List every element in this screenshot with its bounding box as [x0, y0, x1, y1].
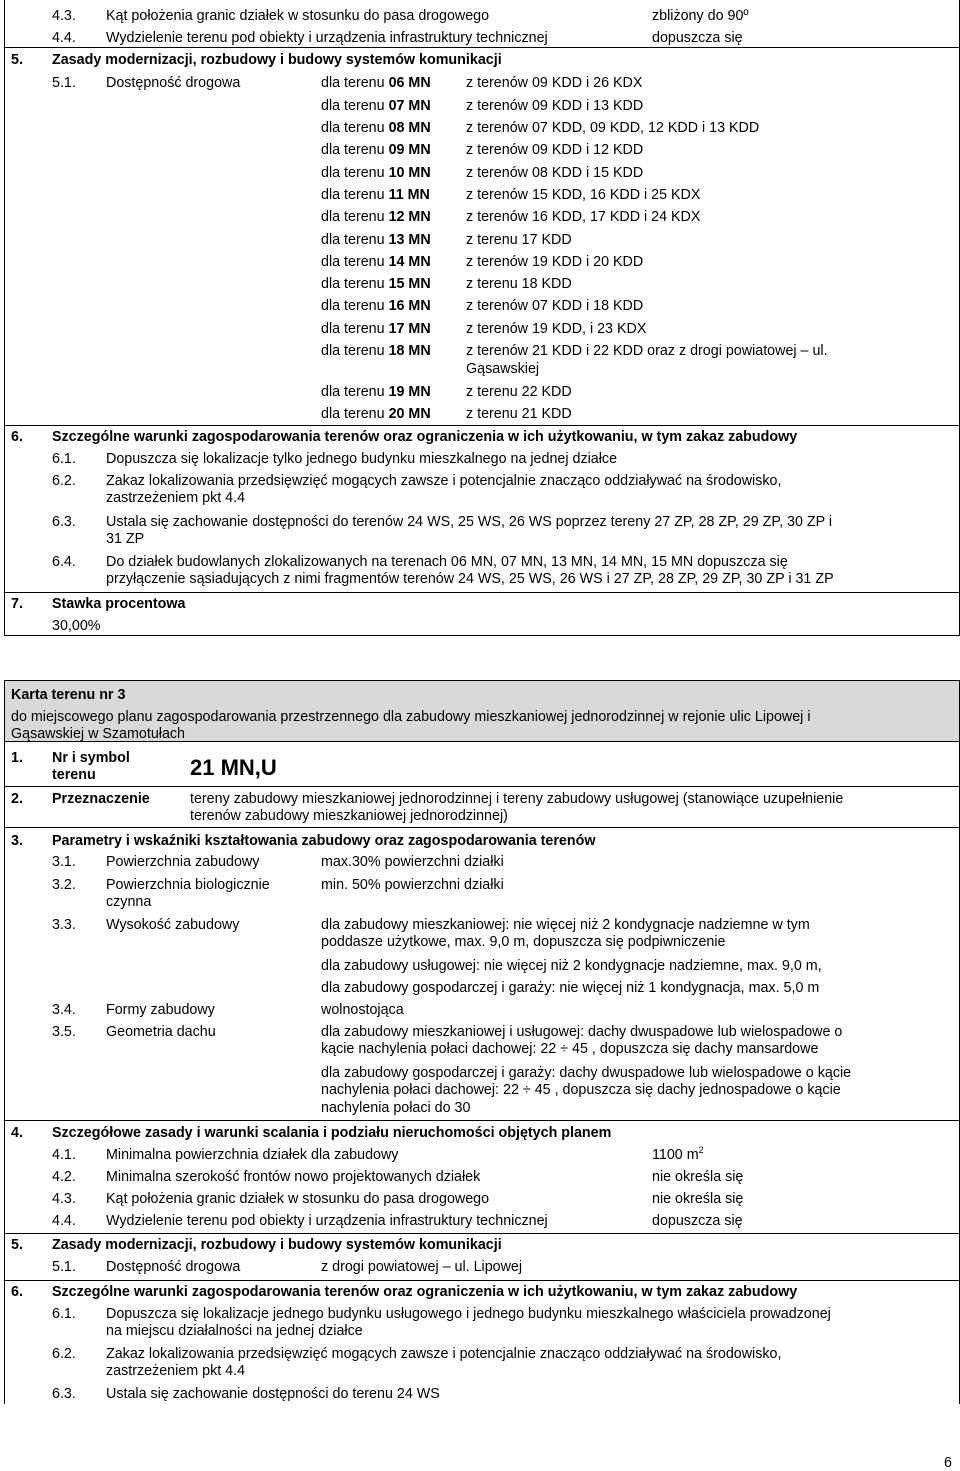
item-5-1-num: 5.1.	[52, 75, 76, 91]
card-r1-num: 1.	[11, 750, 23, 766]
item-4-3-label: Kąt położenia granic działek w stosunku do pasa drogowego	[106, 8, 490, 24]
card-r5-label: Zasady modernizacji, rozbudowy i budowy systemów komunikacji	[52, 1237, 502, 1253]
access-row-area	[321, 232, 431, 249]
divider	[4, 1120, 960, 1121]
card-r6-3-num: 6.3.	[52, 1386, 76, 1402]
card-r4-2-label: Minimalna szerokość frontów nowo projektowanych działek	[106, 1169, 481, 1185]
card-r6-2-num: 6.2.	[52, 1346, 76, 1362]
divider	[4, 1280, 960, 1281]
card-r4-1-value: 1100 $m^2$	[652, 1145, 704, 1163]
access-row-code: 12 MN	[388, 209, 431, 225]
access-row-area	[321, 165, 431, 182]
card-r2-value2: terenów zabudowy mieszkaniowej jednorodzinnej)	[190, 808, 508, 824]
divider	[4, 827, 960, 828]
access-row-code: 09 MN	[388, 142, 431, 158]
card-r3-5-v1: dla zabudowy mieszkaniowej i usługowej: dachy dwuspadowe lub wielospadowe o	[321, 1024, 843, 1040]
card-r6-num: 6.	[11, 1284, 23, 1300]
access-row-area	[321, 384, 431, 401]
card-r5-1-value: z drogi powiatowej – ul. Lipowej	[321, 1259, 523, 1275]
access-row-code: 10 MN	[388, 165, 431, 181]
item-4-4-label: Wydzielenie terenu pod obiekty i urządzenia infrastruktury technicznej	[106, 30, 548, 46]
item-6-1-text: Dopuszcza się lokalizacje tylko jednego budynku mieszkalnego na jednej działce	[106, 451, 618, 467]
access-row-code: 20 MN	[388, 406, 431, 422]
access-row-prefix: dla terenu	[321, 321, 389, 337]
access-row-prefix: dla terenu	[321, 187, 389, 203]
card-r3-1-value: max.30% powierzchni działki	[321, 854, 504, 870]
card-r5-num: 5.	[11, 1237, 23, 1253]
area-symbol: 21 MN,U	[190, 755, 277, 780]
item-4-4-value: dopuszcza się	[652, 30, 743, 46]
access-row-prefix: dla terenu	[321, 142, 389, 158]
card-r1-label: Nr i symbol	[52, 750, 130, 766]
card-r6-1-text2: na miejscu działalności na jednej działce	[106, 1323, 363, 1339]
access-row-area	[321, 75, 431, 92]
access-row-code: 18 MN	[388, 343, 431, 359]
access-row-source: z terenów 09 KDD i 26 KDX	[466, 75, 643, 91]
access-row-prefix: dla terenu	[321, 75, 389, 91]
divider	[4, 47, 960, 48]
access-row-source: z terenu 21 KDD	[466, 406, 572, 422]
access-row-prefix: dla terenu	[321, 209, 389, 225]
access-row-code: 07 MN	[388, 98, 431, 114]
access-row-area	[321, 209, 431, 226]
card-r6-3-text: Ustala się zachowanie dostępności do terenu 24 WS	[106, 1386, 440, 1402]
page-number: 6	[944, 1455, 952, 1471]
card-r4-1-label: Minimalna powierzchnia działek dla zabudowy	[106, 1147, 399, 1163]
card-r3-4-num: 3.4.	[52, 1002, 76, 1018]
access-row-source: z terenu 18 KDD	[466, 276, 572, 292]
card-r3-3-v2: poddasze użytkowe, max. 9,0 m, dopuszcza się podpiwniczenie	[321, 934, 726, 950]
divider	[4, 425, 960, 426]
item-4-3-value: zbliżony do 90º	[652, 8, 749, 24]
access-row-code: 06 MN	[388, 75, 431, 91]
access-row-prefix: dla terenu	[321, 298, 389, 314]
access-row-prefix: dla terenu	[321, 98, 389, 114]
card-r4-2-num: 4.2.	[52, 1169, 76, 1185]
continuation-box	[4, 0, 960, 636]
access-row-source: z terenów 07 KDD, 09 KDD, 12 KDD i 13 KDD	[466, 120, 760, 136]
access-row-area	[321, 343, 431, 360]
card-r2-num: 2.	[11, 791, 23, 807]
card-r3-5-v5: nachylenia połaci do 30	[321, 1100, 471, 1116]
card-r3-num: 3.	[11, 833, 23, 849]
card-r3-5-v4: nachylenia połaci dachowej: 22 ÷ 45 , dopuszcza się dachy jednospadowe o kącie	[321, 1082, 841, 1098]
item-6-4-num: 6.4.	[52, 554, 76, 570]
card-r3-3-v1: dla zabudowy mieszkaniowej: nie więcej niż 2 kondygnacje nadziemne w tym	[321, 917, 810, 933]
divider	[4, 786, 960, 787]
item-6-2-text: Zakaz lokalizowania przedsięwzięć mogących zawsze i potencjalnie znacząco oddziaływać na środowisko,	[106, 473, 782, 489]
access-row-prefix: dla terenu	[321, 165, 389, 181]
item-6-2-num: 6.2.	[52, 473, 76, 489]
access-row-code: 17 MN	[388, 321, 431, 337]
card-r4-2-value: nie określa się	[652, 1169, 744, 1185]
item-5-1-label: Dostępność drogowa	[106, 75, 241, 91]
superscript: 2	[698, 1145, 704, 1156]
access-row-area	[321, 276, 431, 293]
card-r3-5-v2: kącie nachylenia połaci dachowej: 22 ÷ 45 , dopuszcza się dachy mansardowe	[321, 1041, 819, 1057]
heading-5-num: 5.	[11, 52, 23, 68]
rate-value: 30,00%	[52, 618, 101, 634]
access-row-source: z terenów 07 KDD i 18 KDD	[466, 298, 644, 314]
card-r3-5-num: 3.5.	[52, 1024, 76, 1040]
heading-7: Stawka procentowa	[52, 596, 186, 612]
card-r6-1-text: Dopuszcza się lokalizacje jednego budynku usługowego i jednego budynku mieszkalnego właściciela prowadzonej	[106, 1306, 831, 1322]
access-row-code: 11 MN	[388, 187, 430, 203]
access-row-source: z terenu 22 KDD	[466, 384, 572, 400]
heading-7-num: 7.	[11, 596, 23, 612]
access-row-area	[321, 98, 431, 115]
card-r3-2-label2: czynna	[106, 894, 152, 910]
divider	[4, 592, 960, 593]
card-r3-4-value: wolnostojąca	[321, 1002, 404, 1018]
access-row-area	[321, 120, 431, 137]
card-r2-value: tereny zabudowy mieszkaniowej jednorodzinnej i tereny zabudowy usługowej (stanowiące uzupełnienie	[190, 791, 844, 807]
heading-5: Zasady modernizacji, rozbudowy i budowy systemów komunikacji	[52, 52, 502, 68]
access-row-prefix: dla terenu	[321, 343, 389, 359]
access-row-prefix: dla terenu	[321, 384, 389, 400]
card-r4-3-label: Kąt położenia granic działek w stosunku do pasa drogowego	[106, 1191, 490, 1207]
card-r3-label: Parametry i wskaźniki kształtowania zabudowy oraz zagospodarowania terenów	[52, 833, 596, 849]
card-r3-3-v3: dla zabudowy usługowej: nie więcej niż 2 kondygnacje nadziemne, max. 9,0 m,	[321, 958, 822, 974]
card-r6-label: Szczególne warunki zagospodarowania terenów oraz ograniczenia w ich użytkowaniu, w tym zakaz zabudowy	[52, 1284, 798, 1300]
access-row-area	[321, 321, 431, 338]
card-r5-1-label: Dostępność drogowa	[106, 1259, 241, 1275]
access-row-code: 19 MN	[388, 384, 431, 400]
item-6-3-text: Ustala się zachowanie dostępności do terenów 24 WS, 25 WS, 26 WS poprzez tereny 27 ZP, 28 ZP, 29 ZP, 30 ZP i	[106, 514, 833, 530]
access-row-code: 15 MN	[388, 276, 431, 292]
access-row-source: z terenów 16 KDD, 17 KDD i 24 KDX	[466, 209, 701, 225]
item-6-4-text: Do działek budowlanych zlokalizowanych na terenach 06 MN, 07 MN, 13 MN, 14 MN, 15 MN dopuszcza się	[106, 554, 788, 570]
access-row-source: z terenów 09 KDD i 12 KDD	[466, 142, 644, 158]
card-r2-label: Przeznaczenie	[52, 791, 150, 807]
access-row-source: z terenów 21 KDD i 22 KDD oraz z drogi powiatowej – ul.	[466, 343, 828, 359]
access-row-code: 14 MN	[388, 254, 431, 270]
card-r3-3-v4: dla zabudowy gospodarczej i garaży: nie więcej niż 1 kondygnacja, max. 5,0 m	[321, 980, 820, 996]
card-r5-1-num: 5.1.	[52, 1259, 76, 1275]
access-row-prefix: dla terenu	[321, 254, 389, 270]
card-r4-3-value: nie określa się	[652, 1191, 744, 1207]
card-r4-4-num: 4.4.	[52, 1213, 76, 1229]
card-r3-2-label: Powierzchnia biologicznie	[106, 877, 270, 893]
card-r3-1-num: 3.1.	[52, 854, 76, 870]
access-row-area	[321, 142, 431, 159]
access-row-area	[321, 254, 431, 271]
divider	[4, 1233, 960, 1234]
card-r4-4-label: Wydzielenie terenu pod obiekty i urządzenia infrastruktury technicznej	[106, 1213, 548, 1229]
card-r6-1-num: 6.1.	[52, 1306, 76, 1322]
card-r3-5-v3: dla zabudowy gospodarczej i garaży: dachy dwuspadowe lub wielospadowe o kącie	[321, 1065, 852, 1081]
access-row-code: 16 MN	[388, 298, 431, 314]
access-row-prefix: dla terenu	[321, 406, 389, 422]
item-6-2-text2: zastrzeżeniem pkt 4.4	[106, 490, 246, 506]
access-row-area	[321, 187, 430, 204]
access-row-source: z terenów 19 KDD i 20 KDD	[466, 254, 644, 270]
card-r4-3-num: 4.3.	[52, 1191, 76, 1207]
access-row-prefix: dla terenu	[321, 120, 389, 136]
access-row-prefix: dla terenu	[321, 276, 389, 292]
card-r4-4-value: dopuszcza się	[652, 1213, 743, 1229]
access-row-source-cont: Gąsawskiej	[466, 361, 540, 377]
card-r3-2-value: min. 50% powierzchni działki	[321, 877, 504, 893]
card-r3-1-label: Powierzchnia zabudowy	[106, 854, 260, 870]
access-row-source: z terenów 19 KDD, i 23 KDX	[466, 321, 647, 337]
access-row-source: z terenu 17 KDD	[466, 232, 572, 248]
access-row-code: 13 MN	[388, 232, 431, 248]
card-r4-1-num: 4.1.	[52, 1147, 76, 1163]
card-r4-label: Szczegółowe zasady i warunki scalania i podziału nieruchomości objętych planem	[52, 1125, 612, 1141]
item-6-3-text2: 31 ZP	[106, 531, 145, 547]
access-row-code: 08 MN	[388, 120, 431, 136]
item-4-3-num: 4.3.	[52, 8, 76, 24]
card-r1-label2: terenu	[52, 767, 96, 783]
item-4-4-num: 4.4.	[52, 30, 76, 46]
access-row-area	[321, 298, 431, 315]
access-row-source: z terenów 15 KDD, 16 KDD i 25 KDX	[466, 187, 701, 203]
card-r3-4-label: Formy zabudowy	[106, 1002, 215, 1018]
item-6-3-num: 6.3.	[52, 514, 76, 530]
card-subtitle2: Gąsawskiej w Szamotułach	[11, 726, 186, 742]
card-r6-2-text: Zakaz lokalizowania przedsięwzięć mogących zawsze i potencjalnie znacząco oddziaływać na środowisko,	[106, 1346, 782, 1362]
access-row-prefix: dla terenu	[321, 232, 389, 248]
item-6-4-text2: przyłączenie sąsiadujących z nimi fragmentów terenów 24 WS, 25 WS, 26 WS i 27 ZP, 28 ZP, 29 ZP, 30 ZP i 31 ZP	[106, 571, 834, 587]
card-r6-2-text2: zastrzeżeniem pkt 4.4	[106, 1363, 246, 1379]
card-r3-5-label: Geometria dachu	[106, 1024, 216, 1040]
heading-6-num: 6.	[11, 429, 23, 445]
access-row-area	[321, 406, 431, 423]
access-row-source: z terenów 09 KDD i 13 KDD	[466, 98, 644, 114]
card-r3-3-label: Wysokość zabudowy	[106, 917, 240, 933]
card-r4-num: 4.	[11, 1125, 23, 1141]
heading-6: Szczególne warunki zagospodarowania terenów oraz ograniczenia w ich użytkowaniu, w tym zakaz zabudowy	[52, 429, 798, 445]
card-title: Karta terenu nr 3	[11, 687, 126, 703]
access-row-source: z terenów 08 KDD i 15 KDD	[466, 165, 644, 181]
card-r3-3-num: 3.3.	[52, 917, 76, 933]
card-r3-2-num: 3.2.	[52, 877, 76, 893]
item-6-1-num: 6.1.	[52, 451, 76, 467]
card-subtitle: do miejscowego planu zagospodarowania przestrzennego dla zabudowy mieszkaniowej jednorodzinnej w rejonie ulic Lipowej i	[11, 709, 811, 725]
